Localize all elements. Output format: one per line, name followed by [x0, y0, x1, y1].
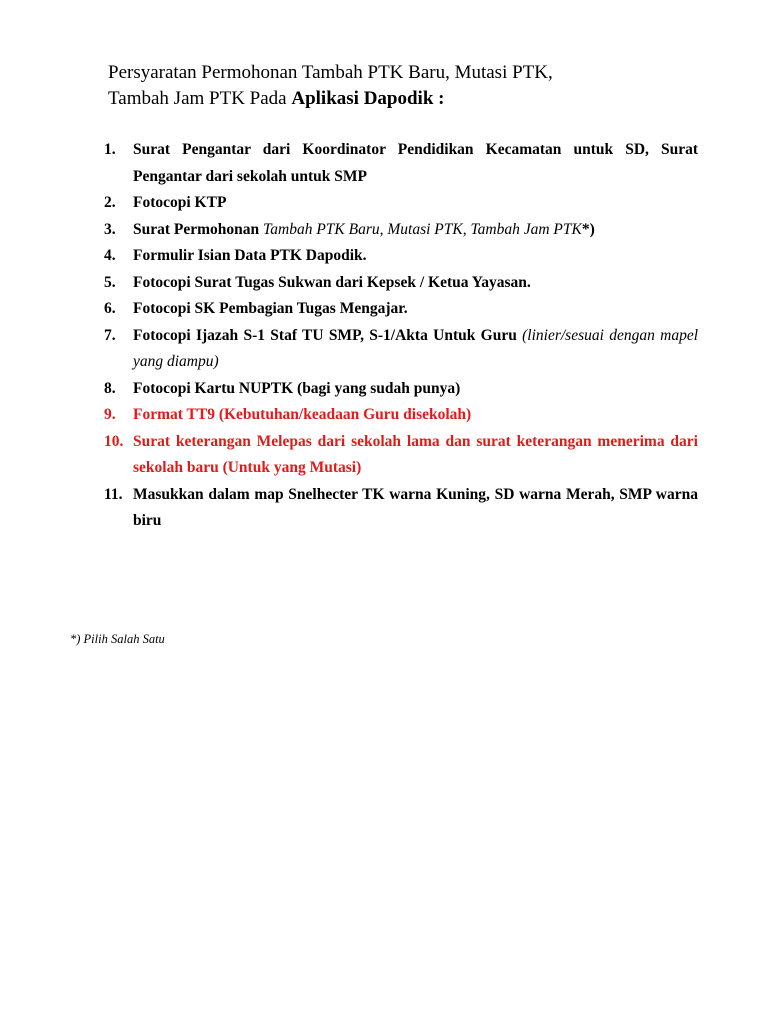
list-item-text: Fotocopi Kartu NUPTK (bagi yang sudah punya)	[133, 379, 461, 397]
title-line-2	[108, 86, 668, 112]
list-item-text: Masukkan dalam map Snelhecter TK warna Kuning, SD warna Merah, SMP warna biru	[133, 485, 698, 529]
footnote: *) Pilih Salah Satu	[70, 632, 165, 646]
list-item	[104, 217, 698, 244]
list-item-text-italic: Tambah PTK Baru, Mutasi PTK, Tambah Jam PTK	[263, 220, 582, 238]
list-item-number: 2.	[104, 194, 116, 211]
list-item-highlighted	[104, 429, 698, 482]
list-item	[104, 482, 698, 535]
list-item	[104, 376, 698, 403]
list-item-text-suffix: *)	[581, 220, 595, 238]
list-item-text: Fotocopi Surat Tugas Sukwan dari Kepsek / Ketua Yayasan.	[133, 273, 531, 291]
list-item	[104, 323, 698, 376]
list-item-text-italic: (linier/sesuai dengan mapel yang diampu)	[133, 326, 698, 370]
list-item-number: 8.	[104, 379, 116, 397]
requirements-list	[104, 137, 698, 535]
list-item-text: Formulir Isian Data PTK Dapodik.	[133, 247, 367, 264]
list-item-text	[133, 217, 698, 244]
list-item-number: 11.	[104, 485, 123, 503]
list-item	[104, 190, 698, 217]
list-item-text-main: Surat Permohonan	[133, 220, 264, 238]
list-item	[104, 296, 698, 323]
list-item	[104, 270, 698, 297]
page-title	[108, 60, 668, 112]
list-item-number: 5.	[104, 273, 116, 291]
list-item-number: 6.	[104, 300, 116, 317]
list-item-text: Format TT9 (Kebutuhan/keadaan Guru disekolah)	[133, 406, 472, 423]
list-item-number: 10.	[104, 432, 124, 450]
list-item-number: 4.	[104, 247, 116, 264]
title-line-1: Persyaratan Permohonan Tambah PTK Baru, Mutasi PTK,	[108, 62, 553, 83]
list-item-number: 1.	[104, 141, 116, 158]
list-item-text: Fotocopi SK Pembagian Tugas Mengajar.	[133, 300, 408, 317]
list-item-number: 9.	[104, 406, 116, 423]
list-item-text: Surat keterangan Melepas dari sekolah lama dan surat keterangan menerima dari sekolah baru (Untuk yang Mutasi)	[133, 432, 698, 476]
list-item-text	[133, 323, 698, 376]
list-item-number: 3.	[104, 220, 116, 238]
title-app-name: Aplikasi Dapodik :	[291, 88, 445, 109]
list-item	[104, 243, 698, 270]
list-item	[104, 137, 698, 190]
list-item-text: Surat Pengantar dari Koordinator Pendidikan Kecamatan untuk SD, Surat Pengantar dari sekolah untuk SMP	[133, 141, 698, 185]
list-item-highlighted	[104, 402, 698, 429]
list-item-text: Fotocopi KTP	[133, 194, 227, 211]
list-item-number: 7.	[104, 326, 116, 344]
title-line-2-prefix: Tambah Jam PTK Pada	[108, 88, 292, 109]
list-item-text-main: Fotocopi Ijazah S-1 Staf TU SMP, S-1/Akta Untuk Guru	[133, 326, 523, 344]
